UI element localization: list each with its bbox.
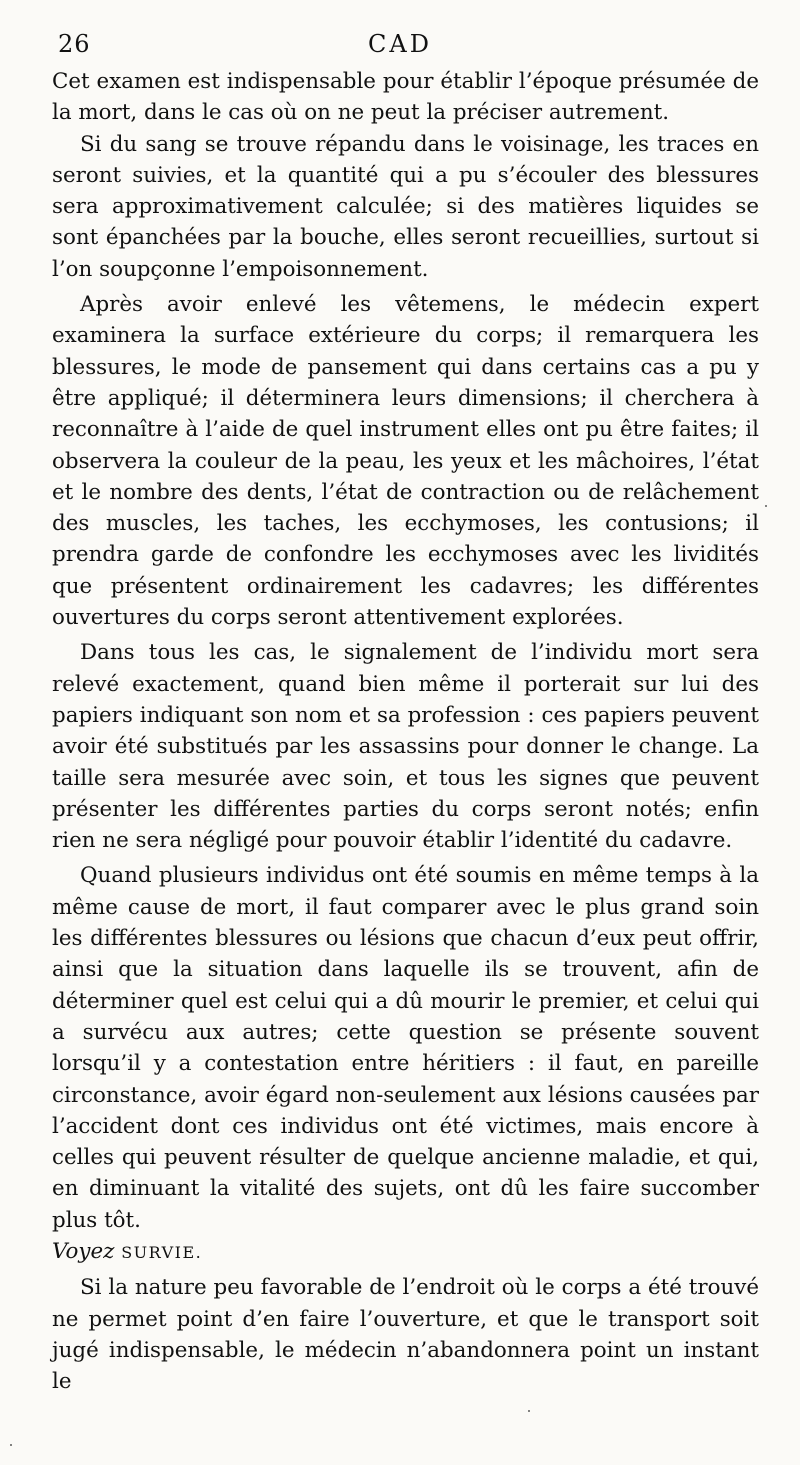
paragraph-3: Après avoir enlevé les vêtemens, le médecin expert examinera la surface extérieure du corps; il remarquera les blessures, le mode de pansement qui dans certains cas a pu y être appliqué; il déterminera leurs dimensions; il cherchera à reconnaître à l’aide de quel instrument elles ont pu être faites; il observera la couleur de la peau, les yeux et les mâchoires, l’état et le nombre des dents, l’état de contraction ou de relâchement des muscles, les taches, les ecchymoses, les contusions; il prendra garde de confondre les ecchymoses avec les lividités que présentent ordinairement les cadavres; les différentes ouvertures du corps seront attentivement explorées. [52, 292, 759, 631]
body-text [52, 66, 759, 1397]
paragraph-1: Cet examen est indispensable pour établir l’époque présumée de la mort, dans le cas où on ne peut la préciser autrement. [52, 69, 759, 126]
running-head: CAD [368, 30, 432, 58]
paragraph-4: Dans tous les cas, le signalement de l’individu mort sera relevé exactement, quand bien même il porterait sur lui des papiers indiquant son nom et sa profession : ces papiers peuvent avoir été substitués par les assassins pour donner le change. La taille sera mesurée avec soin, et tous les signes que peuvent présenter les différentes parties du corps seront notés; enfin rien ne sera négligé pour pouvoir établir l’identité du cadavre. [52, 640, 759, 854]
cross-reference-target: SURVIE. [121, 1242, 203, 1262]
paragraph-5 [52, 860, 759, 1268]
paper-speck [528, 1410, 530, 1412]
paragraph-5-text: Quand plusieurs individus ont été soumis en même temps à la même cause de mort, il faut comparer avec le plus grand soin les différentes blessures ou lésions que chacun d’eux peut offrir, ainsi que la situation dans laquelle ils se trouvent, afin de déterminer quel est celui qui a dû mourir le premier, et celui qui a survécu aux autres; cette question se présente souvent lorsqu’il y a contestation entre héritiers : il faut, en pareille circonstance, avoir égard non-seulement aux lésions causées par l’accident dont ces individus ont été victimes, mais encore à celles qui peuvent résulter de quelque ancienne maladie, et qui, en diminuant la vitalité des sujets, ont dû les faire succomber plus tôt. [52, 863, 759, 1233]
cross-reference-prefix: Voyez [52, 1238, 115, 1264]
page-header [48, 30, 752, 66]
paper-speck [10, 1444, 12, 1446]
paragraph-2: Si du sang se trouve répandu dans le voisinage, les traces en seront suivies, et la quantité qui a pu s’écouler des blessures sera approximativement calculée; si des matières liquides se sont épanchées par la bouche, elles seront recueillies, surtout si l’on soupçonne l’empoisonnement. [52, 131, 759, 282]
paragraph-6: Si la nature peu favorable de l’endroit où le corps a été trouvé ne permet point d’en faire l’ouverture, et que le transport soit jugé indispensable, le médecin n’abandonnera point un instant le [52, 1275, 759, 1395]
page-number: 26 [58, 30, 91, 58]
paper-speck [765, 505, 767, 507]
